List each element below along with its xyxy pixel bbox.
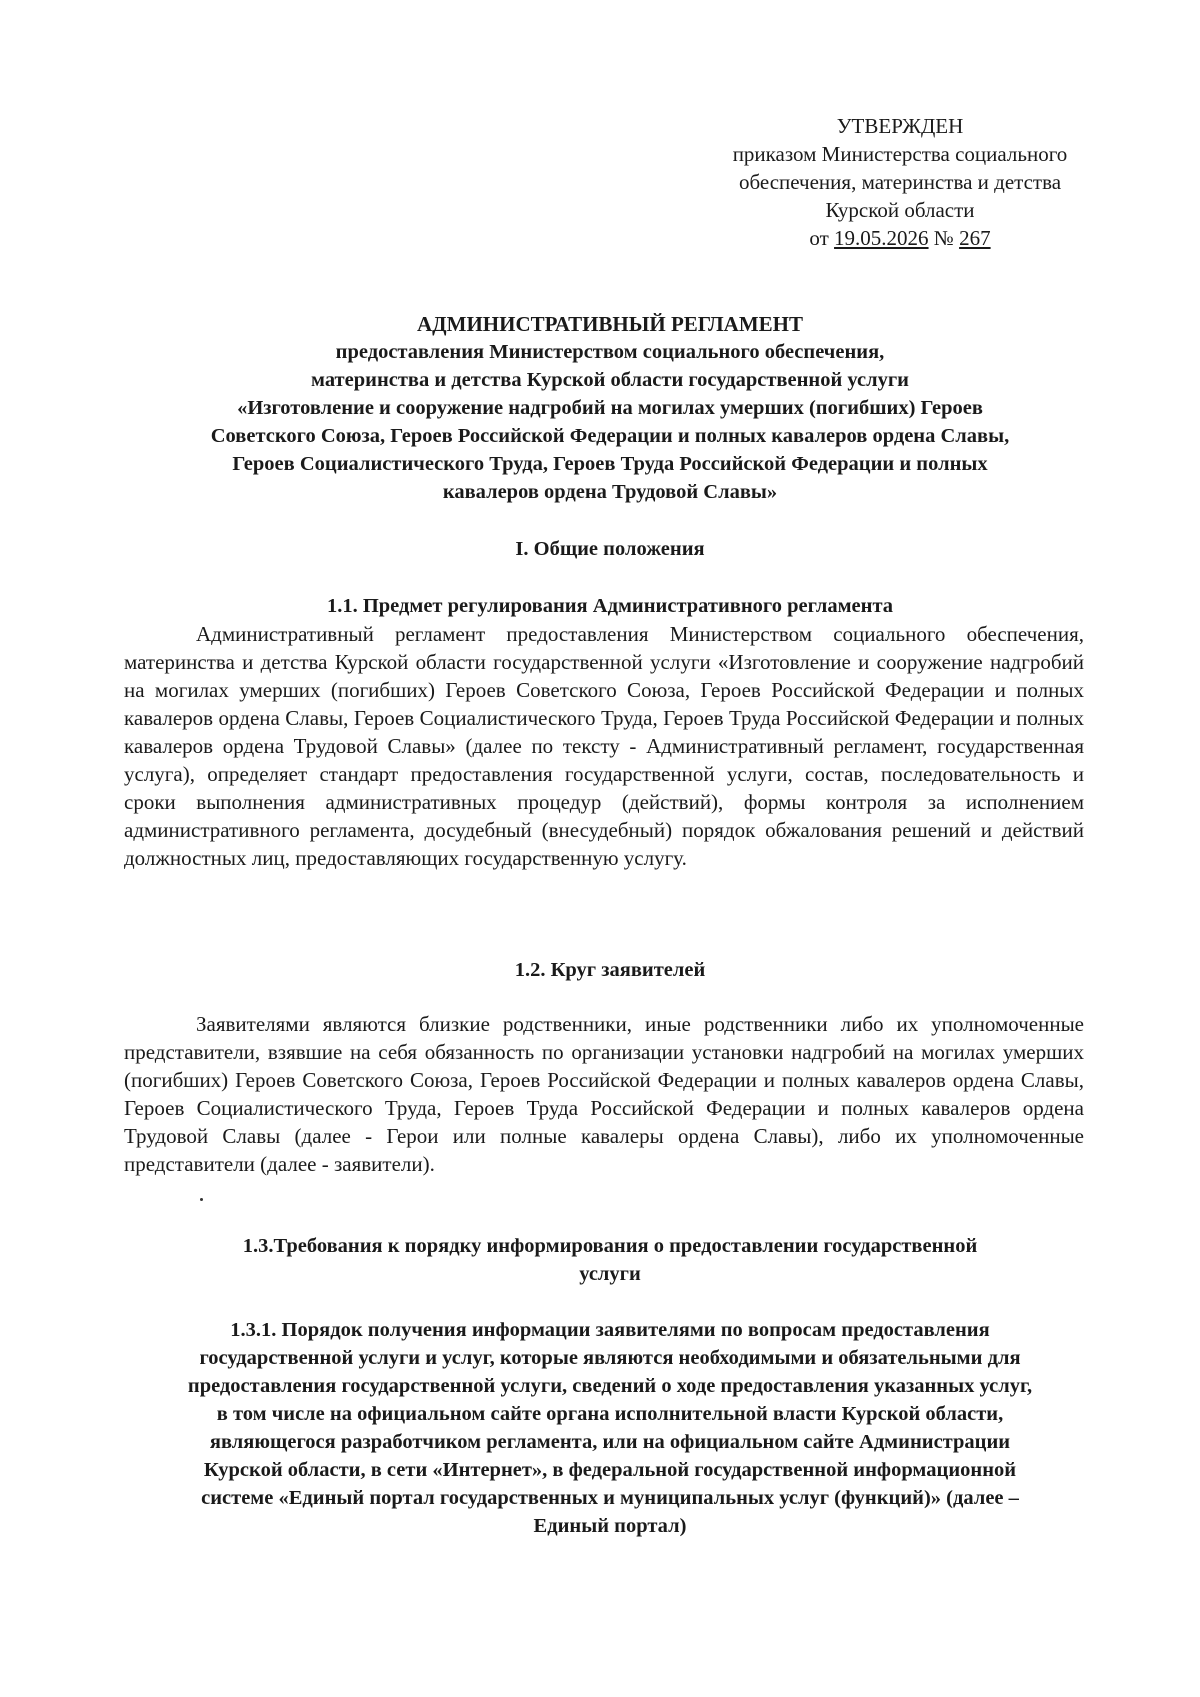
section-1-2-paragraph: Заявителями являются близкие родственники, иные родственники либо их уполномоченные представители, взявшие на себя обязанность по организации установки надгробий на могилах умерших (погибших) Героев Советского Союза, Героев Российской Федерации и полных кавалеров ордена Славы, Героев Социалистического Труда, Героев Труда Российской Федерации и полных кавалеров ордена Трудовой Славы (далее - Герои или полные кавалеры ордена Славы), либо их уполномоченные представители (далее - заявители).: [124, 1012, 1084, 1176]
title-line: Советского Союза, Героев Российской Федерации и полных кавалеров ордена Славы,: [210, 425, 1010, 447]
heading-line: 1.3.Требования к порядку информирования о предоставлении государственной: [242, 1235, 978, 1257]
section-1-3-heading: [130, 1232, 1090, 1288]
heading-line: в том числе на официальном сайте органа исполнительной власти Курской области,: [216, 1403, 1004, 1425]
approval-line: обеспечения, материнства и детства: [738, 170, 1062, 194]
document-title: [130, 310, 1090, 506]
section-1-3-1-heading: [130, 1316, 1090, 1540]
heading-line: системе «Единый портал государственных и муниципальных услуг (функций)» (далее –: [201, 1487, 1019, 1509]
heading-line: предоставления государственной услуги, сведений о ходе предоставления указанных услуг,: [187, 1375, 1033, 1397]
approval-line: приказом Министерства социального: [732, 142, 1068, 166]
title-line: материнства и детства Курской области государственной услуги: [311, 369, 909, 391]
approval-number-prefix: №: [933, 226, 954, 250]
approval-date: 19.05.2026: [834, 226, 929, 250]
heading-line: Единый портал): [533, 1515, 687, 1537]
heading-line: 1.3.1. Порядок получения информации заявителями по вопросам предоставления: [230, 1319, 990, 1341]
section-1-heading: I. Общие положения: [515, 538, 705, 560]
title-line: предоставления Министерством социального обеспечения,: [335, 341, 885, 363]
approval-heading: УТВЕРЖДЕН: [836, 114, 964, 138]
approval-line: Курской области: [825, 198, 975, 222]
document-main-title: АДМИНИСТРАТИВНЫЙ РЕГЛАМЕНТ: [417, 312, 803, 336]
approval-date-line: [690, 224, 1110, 252]
title-line: Героев Социалистического Труда, Героев Труда Российской Федерации и полных: [232, 453, 988, 475]
approval-date-prefix: от: [809, 226, 829, 250]
approval-stamp: [690, 112, 1110, 252]
title-line: кавалеров ордена Трудовой Славы»: [442, 481, 778, 503]
scan-speck: [200, 1198, 203, 1201]
section-1-1-paragraph: Административный регламент предоставления Министерством социального обеспечения, материнства и детства Курской области государственной услуги «Изготовление и сооружение надгробий на могилах умерших (погибших) Героев Советского Союза, Героев Российской Федерации и полных кавалеров ордена Славы, Героев Социалистического Труда, Героев Труда Российской Федерации и полных кавалеров ордена Трудовой Славы» (далее по тексту - Административный регламент, государственная услуга), определяет стандарт предоставления государственной услуги, состав, последовательность и сроки выполнения административных процедур (действий), формы контроля за исполнением административного регламента, досудебный (внесудебный) порядок обжалования решений и действий должностных лиц, предоставляющих государственную услугу.: [124, 622, 1084, 870]
section-1-2-heading: 1.2. Круг заявителей: [514, 959, 706, 981]
heading-line: услуги: [579, 1263, 641, 1285]
approval-number: 267: [959, 226, 991, 250]
title-line: «Изготовление и сооружение надгробий на могилах умерших (погибших) Героев: [237, 397, 983, 419]
section-1-1-heading: 1.1. Предмет регулирования Административного регламента: [326, 595, 894, 617]
heading-line: государственной услуги и услуг, которые являются необходимыми и обязательными для: [199, 1347, 1021, 1369]
heading-line: являющегося разработчиком регламента, или на официальном сайте Администрации: [209, 1431, 1011, 1453]
heading-line: Курской области, в сети «Интернет», в федеральной государственной информационной: [203, 1459, 1017, 1481]
